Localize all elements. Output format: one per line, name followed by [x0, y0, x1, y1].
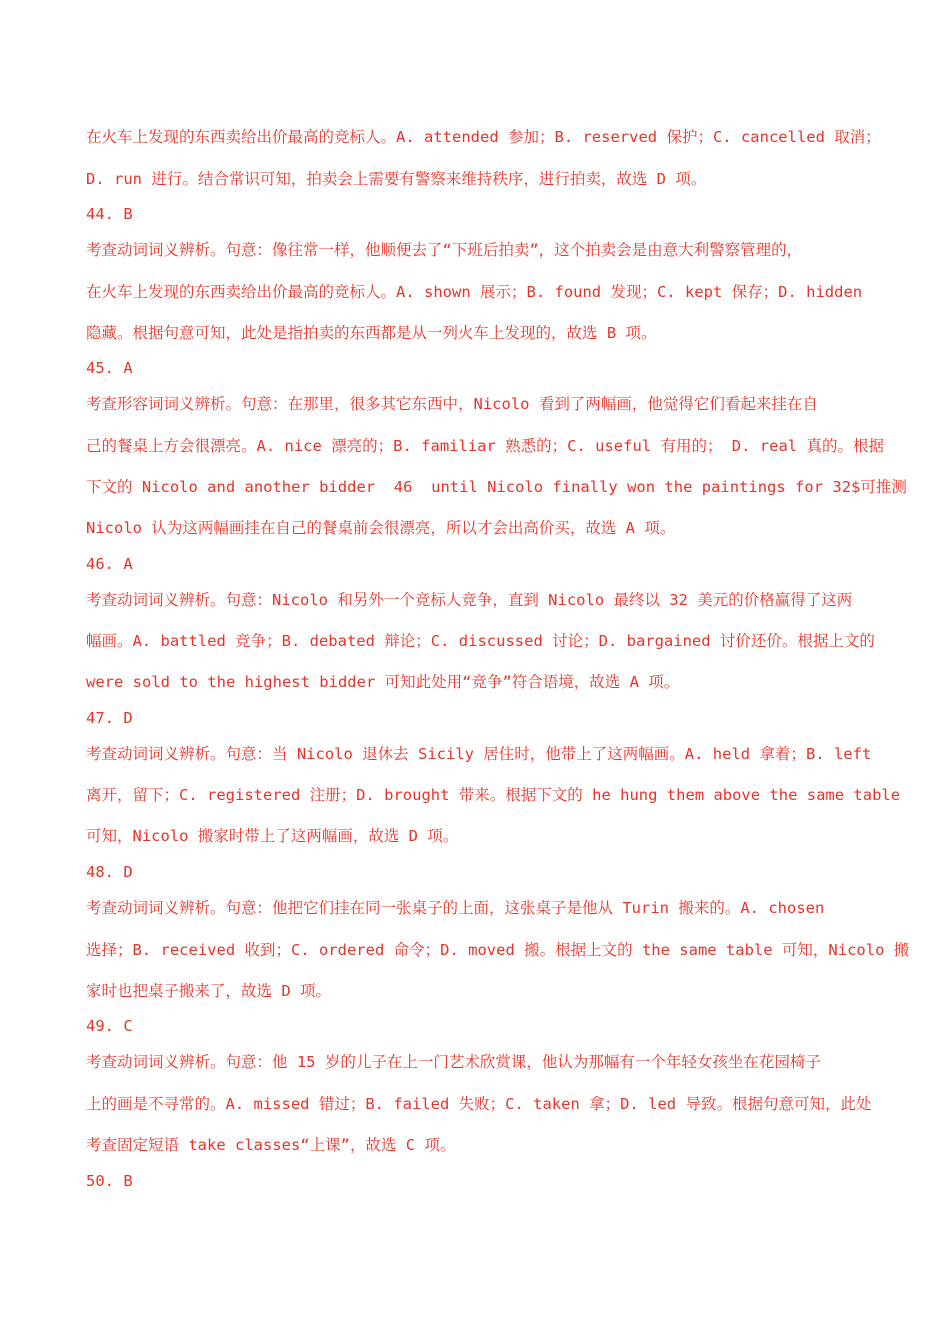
explanation-line: 考查形容词词义辨析。句意：在那里，很多其它东西中，Nicolo 看到了两幅画，他觉得它们看起来挂在自	[86, 395, 818, 413]
answer-number: 47. D	[86, 709, 133, 727]
answer-number: 48. D	[86, 863, 133, 881]
answer-number: 49. C	[86, 1017, 133, 1035]
explanation-line: 下文的 Nicolo and another bidder 46 until Nicolo finally won the paintings for 32$可推测	[86, 478, 907, 496]
explanation-line: Nicolo 认为这两幅画挂在自己的餐桌前会很漂亮，所以才会出高价买，故选 A 项。	[86, 519, 676, 537]
explanation-line: 考查动词词义辨析。句意：他 15 岁的儿子在上一门艺术欣赏课，他认为那幅有一个年轻女孩坐在花园椅子	[86, 1053, 821, 1071]
answer-number: 44. B	[86, 205, 133, 223]
explanation-line: 考查动词词义辨析。句意：像往常一样，他顺便去了“下班后拍卖”，这个拍卖会是由意大利警察管理的，	[86, 241, 803, 259]
explanation-line: 上的画是不寻常的。A. missed 错过；B. failed 失败；C. taken 拿；D. led 导致。根据句意可知，此处	[86, 1095, 872, 1113]
explanation-line: 考查固定短语 take classes“上课”，故选 C 项。	[86, 1136, 456, 1154]
answer-number: 45. A	[86, 359, 133, 377]
explanation-line: 考查动词词义辨析。句意：Nicolo 和另外一个竞标人竞争，直到 Nicolo 最终以 32 美元的价格赢得了这两	[86, 591, 853, 609]
explanation-line: 选择；B. received 收到；C. ordered 命令；D. moved 搬。根据上文的 the same table 可知，Nicolo 搬	[86, 941, 910, 959]
explanation-line: 己的餐桌上方会很漂亮。A. nice 漂亮的；B. familiar 熟悉的；C. useful 有用的； D. real 真的。根据	[86, 437, 884, 455]
explanation-line: 幅画。A. battled 竞争；B. debated 辩论；C. discussed 讨论；D. bargained 讨价还价。根据上文的	[86, 632, 875, 650]
answer-number: 50. B	[86, 1172, 133, 1190]
answer-number: 46. A	[86, 555, 133, 573]
explanation-line: 考查动词词义辨析。句意：当 Nicolo 退休去 Sicily 居住时，他带上了这两幅画。A. held 拿着；B. left	[86, 745, 872, 763]
explanation-line: 在火车上发现的东西卖给出价最高的竞标人。A. shown 展示；B. found 发现；C. kept 保存；D. hidden	[86, 283, 863, 301]
explanation-line: 隐藏。根据句意可知，此处是指拍卖的东西都是从一列火车上发现的，故选 B 项。	[86, 324, 657, 342]
explanation-line: 离开，留下；C. registered 注册；D. brought 带来。根据下文的 he hung them above the same table	[86, 786, 901, 804]
explanation-line: 考查动词词义辨析。句意：他把它们挂在同一张桌子的上面，这张桌子是他从 Turin 搬来的。A. chosen	[86, 899, 825, 917]
explanation-line: 家时也把桌子搬来了，故选 D 项。	[86, 982, 331, 1000]
explanation-line: 在火车上发现的东西卖给出价最高的竞标人。A. attended 参加；B. reserved 保护；C. cancelled 取消；	[86, 128, 881, 146]
explanation-line: D. run 进行。结合常识可知，拍卖会上需要有警察来维持秩序，进行拍卖，故选 D 项。	[86, 170, 707, 188]
explanation-line: 可知，Nicolo 搬家时带上了这两幅画，故选 D 项。	[86, 827, 459, 845]
explanation-line: were sold to the highest bidder 可知此处用“竞争”符合语境，故选 A 项。	[86, 673, 680, 691]
